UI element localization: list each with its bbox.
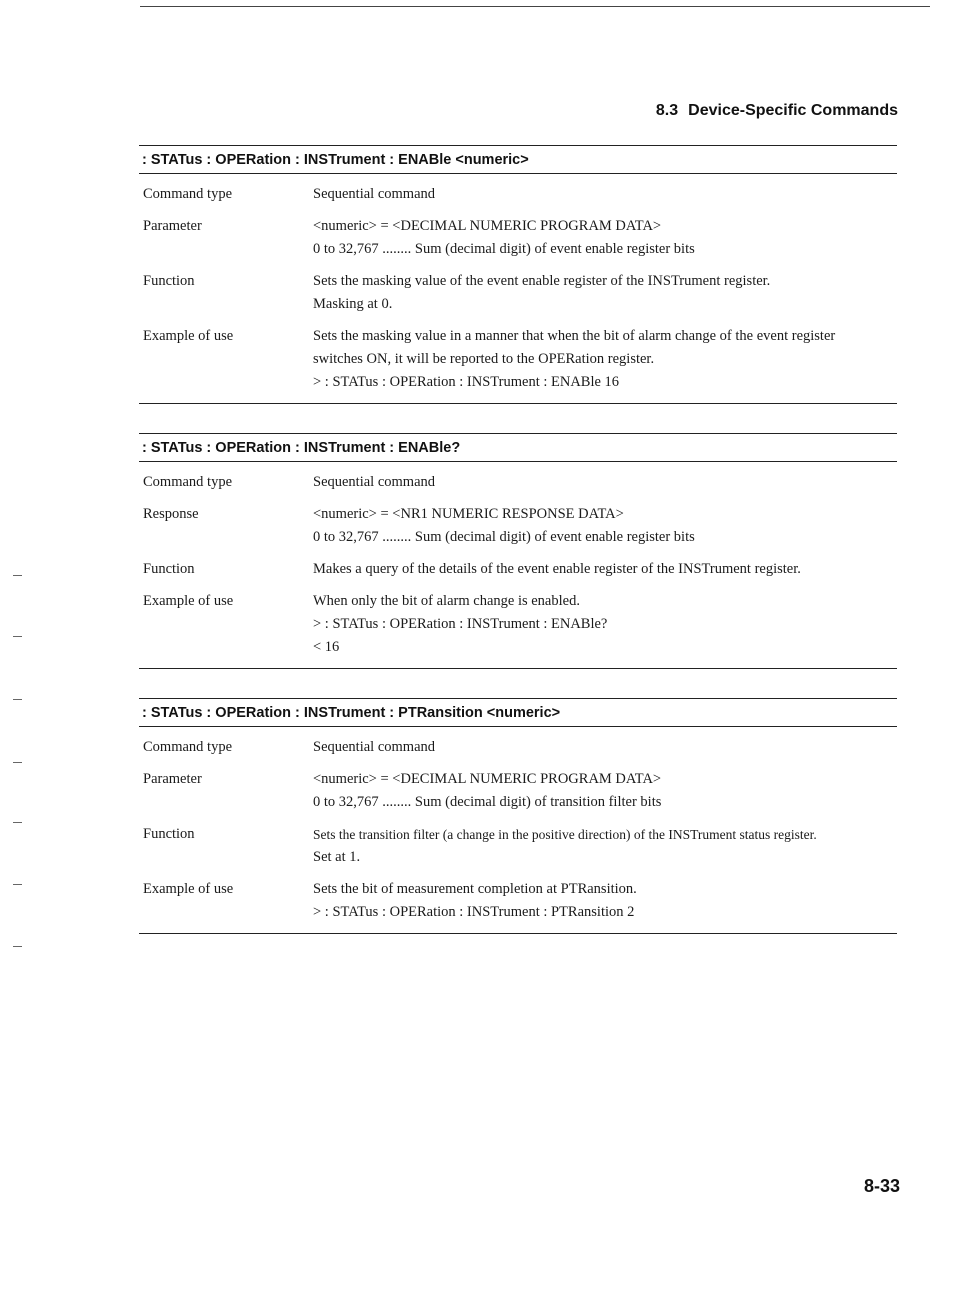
- row-label: Command type: [143, 739, 233, 755]
- value-line: 0 to 32,767 ........ Sum (decimal digit) of event enable register bits: [313, 529, 695, 545]
- row-value: [313, 823, 897, 869]
- value-line: Sets the masking value of the event enable register of the INSTrument register.: [313, 273, 771, 289]
- row-label: Example of use: [143, 328, 234, 344]
- margin-mark: [13, 575, 22, 576]
- row-label: Parameter: [143, 771, 202, 787]
- row-function: [139, 823, 897, 869]
- value-line: switches ON, it will be reported to the OPERation register.: [313, 351, 655, 367]
- row-example: [139, 590, 897, 659]
- row-label: Example of use: [143, 593, 234, 609]
- value-line: <numeric> = <DECIMAL NUMERIC PROGRAM DATA>: [313, 218, 662, 234]
- section-end-rule: [139, 933, 897, 934]
- row-label: Command type: [143, 186, 233, 202]
- row-response: [139, 503, 897, 549]
- margin-mark: [13, 636, 22, 637]
- row-command-type: [139, 471, 897, 494]
- value-line: 0 to 32,767 ........ Sum (decimal digit) of event enable register bits: [313, 241, 695, 257]
- value-line: Makes a query of the details of the event enable register of the INSTrument register.: [313, 561, 801, 577]
- row-command-type: [139, 183, 897, 206]
- value-line: Sets the transition filter (a change in the positive direction) of the INSTrument status register.: [313, 827, 817, 842]
- value-line: <numeric> = <NR1 NUMERIC RESPONSE DATA>: [313, 506, 624, 522]
- row-label: Function: [143, 826, 195, 842]
- row-value: [313, 736, 897, 759]
- section-number: 8.3: [655, 102, 679, 119]
- row-value: [313, 503, 897, 549]
- value-line: Sets the bit of measurement completion at PTRansition.: [313, 881, 637, 897]
- margin-mark: [13, 762, 22, 763]
- row-value: [313, 183, 897, 206]
- command-section-ptransition: [139, 698, 897, 934]
- margin-mark: [13, 946, 22, 947]
- section-end-rule: [139, 403, 897, 404]
- section-end-rule: [139, 668, 897, 669]
- row-value: [313, 215, 897, 261]
- row-value: [313, 878, 897, 924]
- margin-mark: [13, 822, 22, 823]
- value-line: Sequential command: [313, 186, 436, 202]
- row-label: Function: [143, 561, 195, 577]
- row-label: Function: [143, 273, 195, 289]
- value-line: > : STATus : OPERation : INSTrument : ENABle 16: [313, 374, 620, 390]
- row-value: [313, 471, 897, 494]
- value-line: > : STATus : OPERation : INSTrument : PTRansition 2: [313, 904, 635, 920]
- row-value: [313, 270, 897, 316]
- value-line: <numeric> = <DECIMAL NUMERIC PROGRAM DATA>: [313, 771, 662, 787]
- value-line: 0 to 32,767 ........ Sum (decimal digit) of transition filter bits: [313, 794, 662, 810]
- row-command-type: [139, 736, 897, 759]
- margin-mark: [13, 884, 22, 885]
- page-number: 8-33: [863, 1176, 900, 1196]
- row-function: [139, 558, 897, 581]
- row-function: [139, 270, 897, 316]
- row-value: [313, 325, 897, 394]
- row-label: Parameter: [143, 218, 202, 234]
- row-label: Command type: [143, 474, 233, 490]
- value-line: Sets the masking value in a manner that when the bit of alarm change of the event register: [313, 328, 836, 344]
- command-title: : STATus : OPERation : INSTrument : PTRansition <numeric>: [139, 698, 897, 727]
- top-rule: [140, 6, 930, 7]
- row-example: [139, 878, 897, 924]
- margin-mark: [13, 699, 22, 700]
- row-value: [313, 558, 897, 581]
- row-example: [139, 325, 897, 394]
- row-label: Response: [143, 506, 199, 522]
- row-parameter: [139, 768, 897, 814]
- section-title: Device-Specific Commands: [688, 102, 898, 119]
- value-line: Masking at 0.: [313, 296, 393, 312]
- command-title: : STATus : OPERation : INSTrument : ENABle <numeric>: [139, 145, 897, 174]
- value-line: Sequential command: [313, 474, 436, 490]
- value-line: < 16: [313, 639, 340, 655]
- row-parameter: [139, 215, 897, 261]
- row-value: [313, 590, 897, 659]
- command-section-enable: [139, 145, 897, 404]
- value-line: Set at 1.: [313, 849, 361, 865]
- command-title: : STATus : OPERation : INSTrument : ENABle?: [139, 433, 897, 462]
- running-head: [656, 102, 898, 120]
- value-line: Sequential command: [313, 739, 436, 755]
- value-line: When only the bit of alarm change is enabled.: [313, 593, 580, 609]
- row-value: [313, 768, 897, 814]
- command-section-enable-query: [139, 433, 897, 669]
- value-line: > : STATus : OPERation : INSTrument : ENABle?: [313, 616, 608, 632]
- row-label: Example of use: [143, 881, 234, 897]
